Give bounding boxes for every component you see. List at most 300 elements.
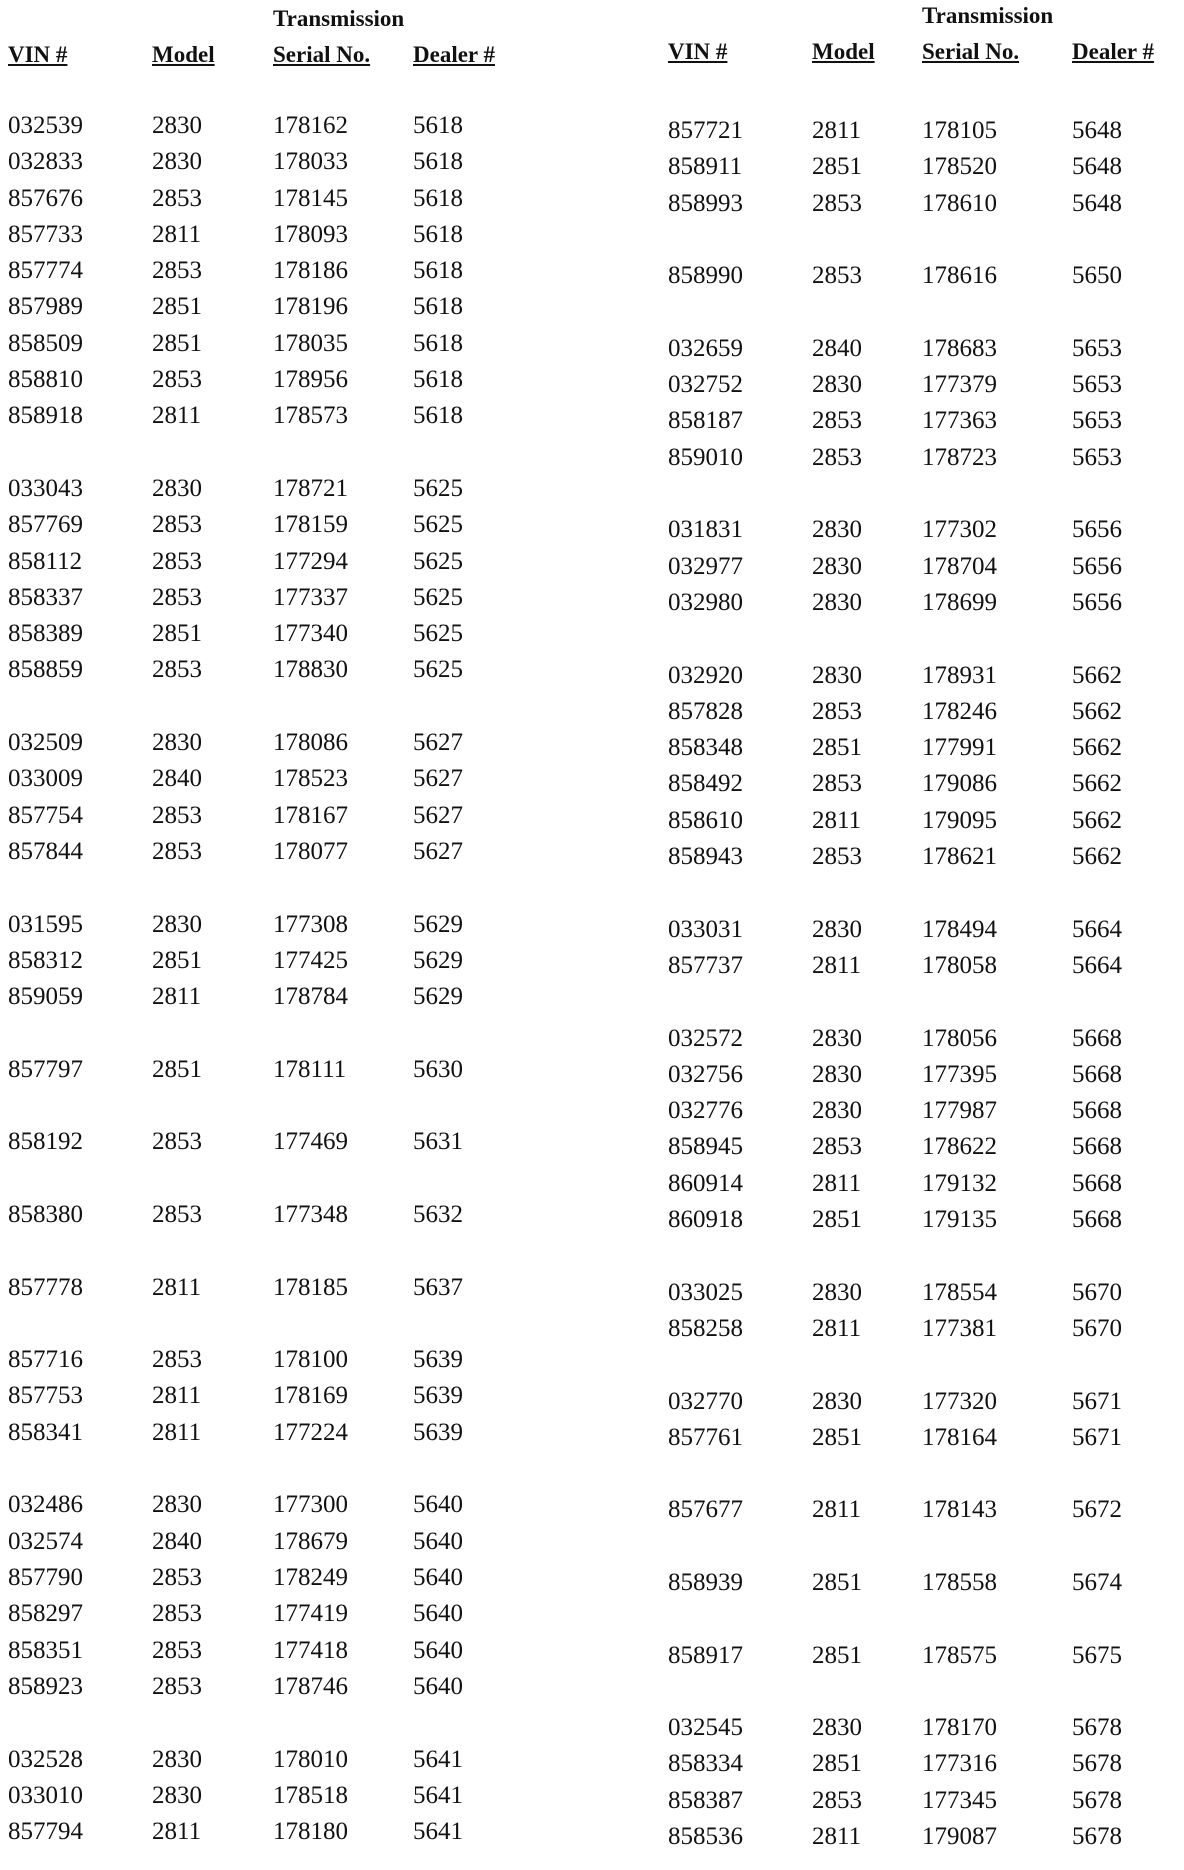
vin-cell: 032752 bbox=[668, 371, 743, 399]
model-cell: 2851 bbox=[152, 293, 202, 321]
model-cell: 2851 bbox=[812, 153, 862, 181]
vin-header: VIN # bbox=[8, 42, 68, 67]
serial-cell: 178167 bbox=[273, 801, 348, 829]
serial-cell: 178033 bbox=[273, 148, 348, 176]
serial-cell: 178554 bbox=[922, 1278, 997, 1306]
serial-cell: 178143 bbox=[922, 1496, 997, 1524]
serial-cell: 179135 bbox=[922, 1205, 997, 1233]
vin-cell: 860918 bbox=[668, 1205, 743, 1233]
dealer-cell: 5618 bbox=[413, 329, 463, 357]
vin-cell: 032659 bbox=[668, 334, 743, 362]
dealer-cell: 5639 bbox=[413, 1418, 463, 1446]
vin-cell: 031595 bbox=[8, 910, 83, 938]
dealer-group bbox=[668, 916, 1178, 989]
table-row bbox=[8, 185, 568, 221]
model-cell: 2830 bbox=[812, 588, 862, 616]
vin-cell: 857721 bbox=[668, 117, 743, 144]
model-cell: 2830 bbox=[152, 729, 202, 757]
serial-cell: 177308 bbox=[273, 910, 348, 938]
dealer-cell: 5662 bbox=[1072, 661, 1122, 689]
dealer-cell: 5627 bbox=[413, 765, 463, 793]
vin-cell: 032977 bbox=[668, 552, 743, 580]
table-row bbox=[668, 335, 1178, 371]
model-cell: 2830 bbox=[812, 1714, 862, 1742]
serial-cell: 178621 bbox=[922, 842, 997, 870]
serial-cell: 178610 bbox=[922, 189, 997, 217]
table-row bbox=[8, 257, 568, 293]
dealer-cell: 5625 bbox=[413, 475, 463, 502]
dealer-cell: 5648 bbox=[1072, 153, 1122, 181]
vin-cell: 857844 bbox=[8, 837, 83, 865]
vin-cell: 857716 bbox=[8, 1346, 83, 1374]
model-cell: 2851 bbox=[152, 946, 202, 974]
dealer-cell: 5648 bbox=[1072, 117, 1122, 144]
serial-cell: 177363 bbox=[922, 407, 997, 435]
model-cell: 2830 bbox=[812, 1387, 862, 1415]
dealer-cell: 5618 bbox=[413, 293, 463, 321]
dealer-cell: 5674 bbox=[1072, 1569, 1122, 1596]
serial-cell: 179132 bbox=[922, 1169, 997, 1197]
serial-cell: 177337 bbox=[273, 583, 348, 611]
model-cell: 2853 bbox=[812, 770, 862, 798]
dealer-group bbox=[8, 1746, 568, 1855]
model-cell: 2853 bbox=[812, 189, 862, 217]
vin-cell: 032770 bbox=[668, 1387, 743, 1415]
dealer-cell: 5618 bbox=[413, 402, 463, 430]
vin-cell: 032756 bbox=[668, 1060, 743, 1088]
model-cell: 2811 bbox=[812, 1169, 862, 1197]
vin-cell: 858917 bbox=[668, 1641, 743, 1669]
dealer-cell: 5625 bbox=[413, 511, 463, 539]
dealer-cell: 5656 bbox=[1072, 552, 1122, 580]
serial-header: Serial No. bbox=[273, 42, 371, 67]
serial-cell: 178093 bbox=[273, 220, 348, 248]
serial-cell: 177348 bbox=[273, 1201, 348, 1228]
dealer-cell: 5640 bbox=[413, 1563, 463, 1591]
table-row bbox=[8, 293, 568, 329]
serial-cell: 178159 bbox=[273, 511, 348, 539]
serial-cell: 178145 bbox=[273, 184, 348, 212]
model-cell: 2811 bbox=[152, 1382, 202, 1410]
dealer-cell: 5664 bbox=[1072, 915, 1122, 943]
dealer-cell: 5618 bbox=[413, 148, 463, 176]
vin-cell: 858923 bbox=[8, 1672, 83, 1700]
vin-cell: 857778 bbox=[8, 1273, 83, 1301]
vin-cell: 858387 bbox=[668, 1786, 743, 1814]
table-row bbox=[8, 1491, 568, 1527]
model-cell: 2830 bbox=[152, 1491, 202, 1519]
dealer-cell: 5629 bbox=[413, 910, 463, 938]
vin-cell: 032528 bbox=[8, 1745, 83, 1773]
vin-cell: 857790 bbox=[8, 1563, 83, 1591]
model-cell: 2851 bbox=[152, 1055, 202, 1083]
vin-cell: 858492 bbox=[668, 770, 743, 798]
dealer-cell: 5641 bbox=[413, 1745, 463, 1773]
dealer-cell: 5618 bbox=[413, 112, 463, 139]
table-row bbox=[8, 1637, 568, 1673]
table-row bbox=[8, 221, 568, 257]
vin-cell: 032920 bbox=[668, 661, 743, 689]
model-cell: 2830 bbox=[152, 148, 202, 176]
vin-cell: 857769 bbox=[8, 511, 83, 539]
vin-cell: 857753 bbox=[8, 1382, 83, 1410]
dealer-cell: 5670 bbox=[1072, 1278, 1122, 1306]
serial-cell: 177340 bbox=[273, 620, 348, 648]
vin-header: VIN # bbox=[668, 39, 728, 64]
serial-cell: 178518 bbox=[273, 1781, 348, 1809]
dealer-group bbox=[8, 1491, 568, 1709]
model-cell: 2853 bbox=[812, 842, 862, 870]
table-row bbox=[8, 1382, 568, 1418]
dealer-cell: 5675 bbox=[1072, 1641, 1122, 1669]
model-header: Model bbox=[152, 42, 215, 67]
dealer-cell: 5662 bbox=[1072, 770, 1122, 798]
serial-cell: 178523 bbox=[273, 765, 348, 793]
vin-cell: 857828 bbox=[668, 697, 743, 725]
vin-cell: 857733 bbox=[8, 220, 83, 248]
table-row bbox=[8, 1528, 568, 1564]
serial-cell: 177469 bbox=[273, 1128, 348, 1156]
dealer-cell: 5640 bbox=[413, 1527, 463, 1555]
dealer-cell: 5648 bbox=[1072, 189, 1122, 217]
dealer-cell: 5668 bbox=[1072, 1133, 1122, 1161]
dealer-cell: 5662 bbox=[1072, 842, 1122, 870]
table-row bbox=[8, 1600, 568, 1636]
serial-cell: 178169 bbox=[273, 1382, 348, 1410]
dealer-cell: 5650 bbox=[1072, 262, 1122, 290]
table-row bbox=[668, 1279, 1178, 1315]
dealer-cell: 5656 bbox=[1072, 588, 1122, 616]
model-cell: 2830 bbox=[812, 1060, 862, 1088]
model-cell: 2853 bbox=[812, 1786, 862, 1814]
dealer-cell: 5627 bbox=[413, 729, 463, 757]
table-row bbox=[668, 1569, 1178, 1605]
serial-cell: 178704 bbox=[922, 552, 997, 580]
model-cell: 2830 bbox=[152, 475, 202, 502]
vin-cell: 032574 bbox=[8, 1527, 83, 1555]
model-cell: 2853 bbox=[152, 1346, 202, 1374]
table-row bbox=[8, 366, 568, 402]
vin-cell: 858297 bbox=[8, 1600, 83, 1628]
serial-cell: 177316 bbox=[922, 1750, 997, 1778]
dealer-cell: 5668 bbox=[1072, 1097, 1122, 1125]
table-row bbox=[8, 838, 568, 874]
table-row bbox=[668, 117, 1178, 153]
dealer-cell: 5640 bbox=[413, 1636, 463, 1664]
dealer-cell: 5625 bbox=[413, 583, 463, 611]
model-cell: 2830 bbox=[152, 910, 202, 938]
model-cell: 2853 bbox=[812, 1133, 862, 1161]
serial-cell: 178683 bbox=[922, 334, 997, 362]
serial-cell: 178679 bbox=[273, 1527, 348, 1555]
dealer-group bbox=[668, 662, 1178, 880]
serial-cell: 178170 bbox=[922, 1714, 997, 1742]
table-row bbox=[668, 1133, 1178, 1169]
dealer-cell: 5630 bbox=[413, 1055, 463, 1083]
model-cell: 2811 bbox=[812, 806, 862, 834]
model-cell: 2811 bbox=[152, 983, 202, 1011]
dealer-cell: 5678 bbox=[1072, 1786, 1122, 1814]
vin-cell: 032572 bbox=[668, 1024, 743, 1052]
vin-cell: 857797 bbox=[8, 1055, 83, 1083]
vin-cell: 033025 bbox=[668, 1278, 743, 1306]
model-cell: 2851 bbox=[812, 1423, 862, 1451]
dealer-cell: 5656 bbox=[1072, 516, 1122, 544]
vin-cell: 032980 bbox=[668, 588, 743, 616]
table-row bbox=[8, 1419, 568, 1455]
serial-cell: 178699 bbox=[922, 588, 997, 616]
serial-cell: 177345 bbox=[922, 1786, 997, 1814]
model-cell: 2830 bbox=[152, 1781, 202, 1809]
dealer-group bbox=[668, 335, 1178, 480]
serial-cell: 178111 bbox=[273, 1055, 347, 1083]
table-row bbox=[668, 734, 1178, 770]
serial-cell: 178086 bbox=[273, 729, 348, 757]
table-row bbox=[8, 656, 568, 692]
dealer-group bbox=[8, 1346, 568, 1455]
model-cell: 2853 bbox=[152, 184, 202, 212]
vin-cell: 858341 bbox=[8, 1418, 83, 1446]
model-cell: 2853 bbox=[152, 1201, 202, 1228]
dealer-group bbox=[668, 1714, 1178, 1859]
table-row bbox=[668, 190, 1178, 226]
vin-cell: 858993 bbox=[668, 189, 743, 217]
vin-cell: 857989 bbox=[8, 293, 83, 321]
dealer-cell: 5625 bbox=[413, 547, 463, 575]
dealer-cell: 5618 bbox=[413, 257, 463, 285]
table-row bbox=[8, 620, 568, 656]
table-row bbox=[8, 1564, 568, 1600]
serial-cell: 177224 bbox=[273, 1418, 348, 1446]
dealer-cell: 5637 bbox=[413, 1273, 463, 1301]
vin-cell: 857774 bbox=[8, 257, 83, 285]
model-cell: 2830 bbox=[812, 516, 862, 544]
table-row bbox=[668, 952, 1178, 988]
serial-cell: 177302 bbox=[922, 516, 997, 544]
vin-cell: 859010 bbox=[668, 443, 743, 471]
serial-cell: 178746 bbox=[273, 1672, 348, 1700]
dealer-cell: 5671 bbox=[1072, 1387, 1122, 1415]
vin-cell: 857794 bbox=[8, 1818, 83, 1846]
serial-cell: 177381 bbox=[922, 1314, 997, 1342]
dealer-cell: 5641 bbox=[413, 1818, 463, 1846]
serial-cell: 178573 bbox=[273, 402, 348, 430]
dealer-cell: 5653 bbox=[1072, 371, 1122, 399]
serial-cell: 177991 bbox=[922, 734, 997, 762]
table-row bbox=[668, 807, 1178, 843]
serial-cell: 178077 bbox=[273, 837, 348, 865]
model-cell: 2811 bbox=[812, 1314, 862, 1342]
table-row bbox=[8, 1346, 568, 1382]
dealer-cell: 5668 bbox=[1072, 1060, 1122, 1088]
vin-cell: 858810 bbox=[8, 366, 83, 394]
dealer-cell: 5668 bbox=[1072, 1205, 1122, 1233]
dealer-cell: 5678 bbox=[1072, 1823, 1122, 1851]
serial-cell: 178186 bbox=[273, 257, 348, 285]
vin-cell: 858192 bbox=[8, 1128, 83, 1156]
serial-cell: 178056 bbox=[922, 1024, 997, 1052]
model-cell: 2853 bbox=[152, 801, 202, 829]
dealer-cell: 5670 bbox=[1072, 1314, 1122, 1342]
vin-cell: 858258 bbox=[668, 1314, 743, 1342]
table-row bbox=[668, 262, 1178, 298]
model-cell: 2853 bbox=[152, 1636, 202, 1664]
table-row bbox=[668, 1496, 1178, 1532]
serial-cell: 178249 bbox=[273, 1563, 348, 1591]
serial-cell: 177379 bbox=[922, 371, 997, 399]
serial-cell: 178185 bbox=[273, 1273, 348, 1301]
model-cell: 2853 bbox=[812, 407, 862, 435]
vin-cell: 857761 bbox=[668, 1423, 743, 1451]
vin-cell: 857677 bbox=[668, 1496, 743, 1524]
dealer-group bbox=[668, 516, 1178, 625]
vin-cell: 858509 bbox=[8, 329, 83, 357]
model-cell: 2853 bbox=[152, 547, 202, 575]
dealer-cell: 5641 bbox=[413, 1781, 463, 1809]
table-row bbox=[8, 1201, 568, 1237]
serial-header: Serial No. bbox=[922, 39, 1020, 64]
model-cell: 2830 bbox=[812, 1278, 862, 1306]
model-cell: 2811 bbox=[152, 1818, 202, 1846]
table-row bbox=[668, 662, 1178, 698]
table-row bbox=[8, 511, 568, 547]
model-cell: 2851 bbox=[152, 329, 202, 357]
vin-cell: 857676 bbox=[8, 184, 83, 212]
model-cell: 2811 bbox=[152, 402, 202, 430]
table-row bbox=[8, 765, 568, 801]
model-cell: 2853 bbox=[152, 1128, 202, 1156]
table-row bbox=[668, 371, 1178, 407]
table-row bbox=[668, 1642, 1178, 1678]
vin-cell: 032545 bbox=[668, 1714, 743, 1742]
model-cell: 2851 bbox=[812, 1205, 862, 1233]
vin-cell: 858859 bbox=[8, 656, 83, 684]
dealer-group bbox=[668, 1642, 1178, 1678]
dealer-cell: 5627 bbox=[413, 837, 463, 865]
table-row bbox=[668, 1787, 1178, 1823]
serial-cell: 178830 bbox=[273, 656, 348, 684]
model-cell: 2840 bbox=[812, 334, 862, 362]
dealer-cell: 5639 bbox=[413, 1382, 463, 1410]
table-row bbox=[668, 1061, 1178, 1097]
vin-cell: 033043 bbox=[8, 475, 83, 502]
dealer-group bbox=[668, 1496, 1178, 1532]
vin-cell: 858389 bbox=[8, 620, 83, 648]
table-row bbox=[668, 444, 1178, 480]
vin-cell: 858943 bbox=[668, 842, 743, 870]
serial-cell: 179095 bbox=[922, 806, 997, 834]
vin-cell: 032833 bbox=[8, 148, 83, 176]
model-cell: 2853 bbox=[812, 443, 862, 471]
vin-cell: 857754 bbox=[8, 801, 83, 829]
table-row bbox=[668, 153, 1178, 189]
model-cell: 2830 bbox=[812, 552, 862, 580]
model-cell: 2811 bbox=[812, 117, 862, 144]
serial-cell: 178721 bbox=[273, 475, 348, 502]
dealer-cell: 5662 bbox=[1072, 734, 1122, 762]
dealer-header: Dealer # bbox=[413, 42, 495, 67]
vin-cell: 858939 bbox=[668, 1569, 743, 1596]
dealer-group bbox=[8, 1274, 568, 1310]
serial-cell: 178058 bbox=[922, 951, 997, 979]
dealer-group bbox=[8, 1056, 568, 1092]
table-row bbox=[668, 1714, 1178, 1750]
table-row bbox=[668, 1025, 1178, 1061]
dealer-group bbox=[8, 1128, 568, 1164]
dealer-cell: 5639 bbox=[413, 1346, 463, 1374]
dealer-group bbox=[668, 117, 1178, 226]
serial-cell: 178246 bbox=[922, 697, 997, 725]
model-cell: 2853 bbox=[152, 1672, 202, 1700]
serial-cell: 178622 bbox=[922, 1133, 997, 1161]
model-cell: 2840 bbox=[152, 1527, 202, 1555]
model-cell: 2830 bbox=[152, 112, 202, 139]
dealer-cell: 5653 bbox=[1072, 443, 1122, 471]
vin-cell: 858112 bbox=[8, 547, 83, 575]
serial-cell: 178035 bbox=[273, 329, 348, 357]
table-row bbox=[668, 1750, 1178, 1786]
table-row bbox=[668, 1823, 1178, 1859]
model-cell: 2811 bbox=[152, 1273, 202, 1301]
model-cell: 2853 bbox=[152, 1563, 202, 1591]
model-cell: 2830 bbox=[812, 661, 862, 689]
table-row bbox=[8, 402, 568, 438]
table-row bbox=[668, 916, 1178, 952]
table-row bbox=[8, 729, 568, 765]
table-row bbox=[668, 1206, 1178, 1242]
dealer-cell: 5678 bbox=[1072, 1714, 1122, 1742]
serial-cell: 178164 bbox=[922, 1423, 997, 1451]
model-cell: 2853 bbox=[152, 511, 202, 539]
serial-cell: 178180 bbox=[273, 1818, 348, 1846]
table-row bbox=[8, 1782, 568, 1818]
dealer-cell: 5653 bbox=[1072, 334, 1122, 362]
model-cell: 2853 bbox=[152, 366, 202, 394]
vin-cell: 858187 bbox=[668, 407, 743, 435]
dealer-cell: 5625 bbox=[413, 620, 463, 648]
serial-cell: 177425 bbox=[273, 946, 348, 974]
vin-cell: 858337 bbox=[8, 583, 83, 611]
vin-cell: 033009 bbox=[8, 765, 83, 793]
serial-cell: 177395 bbox=[922, 1060, 997, 1088]
model-cell: 2851 bbox=[152, 620, 202, 648]
model-cell: 2851 bbox=[812, 1569, 862, 1596]
table-row bbox=[8, 548, 568, 584]
dealer-cell: 5662 bbox=[1072, 697, 1122, 725]
table-row bbox=[8, 584, 568, 620]
dealer-group bbox=[8, 475, 568, 693]
table-row bbox=[8, 148, 568, 184]
dealer-cell: 5629 bbox=[413, 946, 463, 974]
vin-cell: 857737 bbox=[668, 951, 743, 979]
serial-cell: 178494 bbox=[922, 915, 997, 943]
vin-cell: 033010 bbox=[8, 1781, 83, 1809]
serial-cell: 177294 bbox=[273, 547, 348, 575]
vin-cell: 032539 bbox=[8, 112, 83, 139]
vin-cell: 858334 bbox=[668, 1750, 743, 1778]
dealer-group bbox=[668, 262, 1178, 298]
vin-cell: 860914 bbox=[668, 1169, 743, 1197]
model-cell: 2853 bbox=[812, 697, 862, 725]
dealer-group bbox=[668, 1388, 1178, 1461]
serial-cell: 178575 bbox=[922, 1641, 997, 1669]
table-row bbox=[668, 589, 1178, 625]
table-row bbox=[8, 1818, 568, 1854]
serial-cell: 178956 bbox=[273, 366, 348, 394]
dealer-cell: 5664 bbox=[1072, 951, 1122, 979]
dealer-group bbox=[668, 1279, 1178, 1352]
table-row bbox=[8, 947, 568, 983]
